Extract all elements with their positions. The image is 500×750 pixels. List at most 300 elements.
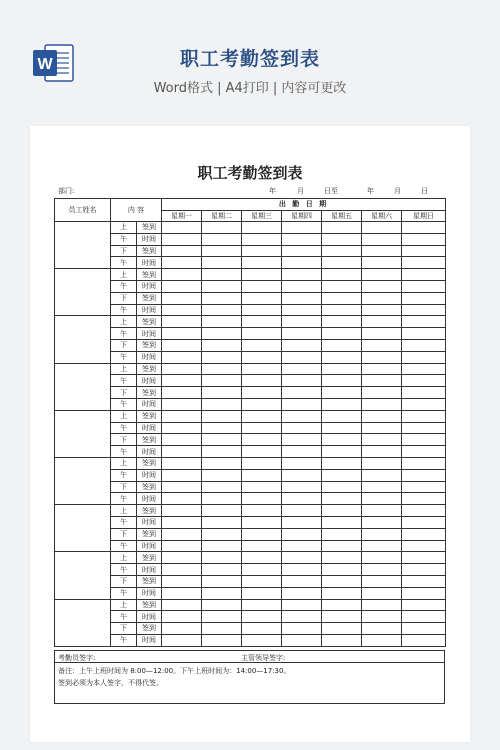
sign-cell[interactable]	[322, 233, 362, 245]
sign-cell[interactable]	[362, 269, 402, 281]
sign-cell[interactable]	[322, 611, 362, 623]
sign-cell[interactable]	[322, 375, 362, 387]
sign-cell[interactable]	[362, 316, 402, 328]
sign-cell[interactable]	[322, 245, 362, 257]
clerk-signature-label: 考勤员签字:	[58, 654, 96, 662]
sign-cell[interactable]	[402, 222, 446, 234]
note-line: 备注：上午上班时间为 8:00—12:00。下午上班时间为：14:00—17:30。	[58, 667, 291, 675]
sign-cell[interactable]	[242, 422, 282, 434]
sign-cell[interactable]	[362, 410, 402, 422]
sign-cell[interactable]	[362, 328, 402, 340]
sign-cell[interactable]	[282, 233, 322, 245]
sign-cell[interactable]	[162, 505, 202, 517]
sign-cell[interactable]	[282, 446, 322, 458]
sign-cell[interactable]	[282, 245, 322, 257]
sign-cell[interactable]	[162, 233, 202, 245]
sign-cell[interactable]	[242, 328, 282, 340]
period-label: 上	[111, 410, 137, 422]
sign-cell[interactable]	[282, 469, 322, 481]
sign-cell[interactable]	[282, 387, 322, 399]
sign-cell[interactable]	[402, 434, 446, 446]
sign-cell[interactable]	[362, 564, 402, 576]
sign-cell[interactable]	[202, 623, 242, 635]
sign-cell[interactable]	[402, 257, 446, 269]
sign-cell[interactable]	[162, 363, 202, 375]
period-label: 下	[111, 339, 137, 351]
sign-cell[interactable]	[242, 516, 282, 528]
sign-cell[interactable]	[242, 316, 282, 328]
sign-cell[interactable]	[162, 634, 202, 646]
sign-cell[interactable]	[162, 245, 202, 257]
sign-cell[interactable]	[162, 375, 202, 387]
sign-cell[interactable]	[322, 599, 362, 611]
sign-cell[interactable]	[202, 233, 242, 245]
employee-name-cell[interactable]	[55, 599, 111, 646]
sign-cell[interactable]	[242, 434, 282, 446]
sign-cell[interactable]	[282, 493, 322, 505]
sign-cell[interactable]	[202, 599, 242, 611]
sign-cell[interactable]	[322, 469, 362, 481]
sign-cell[interactable]	[282, 304, 322, 316]
sign-cell[interactable]	[282, 339, 322, 351]
table-row	[55, 363, 446, 375]
sign-cell[interactable]	[402, 351, 446, 363]
sign-cell[interactable]	[362, 552, 402, 564]
sign-cell[interactable]	[202, 505, 242, 517]
sign-cell[interactable]	[202, 328, 242, 340]
sign-cell[interactable]	[402, 481, 446, 493]
sign-cell[interactable]	[362, 516, 402, 528]
sign-cell[interactable]	[202, 575, 242, 587]
sign-cell[interactable]	[202, 434, 242, 446]
sign-cell[interactable]	[402, 552, 446, 564]
sign-cell[interactable]	[162, 304, 202, 316]
sign-cell[interactable]	[202, 410, 242, 422]
sign-cell[interactable]	[402, 446, 446, 458]
sign-cell[interactable]	[402, 233, 446, 245]
sign-cell[interactable]	[242, 481, 282, 493]
sign-cell[interactable]	[202, 516, 242, 528]
sign-cell[interactable]	[282, 292, 322, 304]
sign-cell[interactable]	[162, 599, 202, 611]
sign-cell[interactable]	[242, 375, 282, 387]
sign-cell[interactable]	[282, 410, 322, 422]
sign-cell[interactable]	[402, 516, 446, 528]
sign-cell[interactable]	[322, 516, 362, 528]
table-row	[55, 280, 446, 292]
period-label: 下	[111, 387, 137, 399]
sign-cell[interactable]	[362, 222, 402, 234]
sign-cell[interactable]	[282, 222, 322, 234]
sign-cell[interactable]	[162, 540, 202, 552]
sign-cell[interactable]	[322, 505, 362, 517]
period-label: 午	[111, 280, 137, 292]
sign-cell[interactable]	[162, 398, 202, 410]
sign-cell[interactable]	[362, 304, 402, 316]
period-label: 上	[111, 552, 137, 564]
sign-cell[interactable]	[282, 422, 322, 434]
employee-name-cell[interactable]	[55, 222, 111, 269]
sign-cell[interactable]	[322, 387, 362, 399]
sign-cell[interactable]	[162, 257, 202, 269]
sign-cell[interactable]	[242, 611, 282, 623]
sign-cell[interactable]	[322, 481, 362, 493]
period-label: 下	[111, 575, 137, 587]
sign-cell[interactable]	[402, 422, 446, 434]
sign-cell[interactable]	[162, 387, 202, 399]
sign-cell[interactable]	[242, 599, 282, 611]
sign-cell[interactable]	[162, 339, 202, 351]
sign-cell[interactable]	[322, 540, 362, 552]
sign-cell[interactable]	[322, 587, 362, 599]
sign-cell[interactable]	[402, 316, 446, 328]
sign-cell[interactable]	[242, 575, 282, 587]
sign-cell[interactable]	[242, 280, 282, 292]
sign-cell[interactable]	[402, 269, 446, 281]
employee-name-cell[interactable]	[55, 269, 111, 316]
sign-cell[interactable]	[162, 410, 202, 422]
sign-cell[interactable]	[322, 623, 362, 635]
sign-cell[interactable]	[322, 575, 362, 587]
table-row	[55, 245, 446, 257]
sign-cell[interactable]	[242, 493, 282, 505]
employee-name-cell[interactable]	[55, 410, 111, 457]
sign-cell[interactable]	[202, 469, 242, 481]
sign-cell[interactable]	[242, 540, 282, 552]
sign-cell[interactable]	[402, 505, 446, 517]
table-row	[55, 387, 446, 399]
sign-cell[interactable]	[362, 387, 402, 399]
sign-cell[interactable]	[322, 493, 362, 505]
sign-cell[interactable]	[202, 339, 242, 351]
sign-cell[interactable]	[402, 493, 446, 505]
sign-cell[interactable]	[402, 623, 446, 635]
sign-cell[interactable]	[162, 446, 202, 458]
sign-cell[interactable]	[202, 280, 242, 292]
sign-cell[interactable]	[242, 457, 282, 469]
sign-cell[interactable]	[402, 587, 446, 599]
sign-cell[interactable]	[202, 398, 242, 410]
sign-cell[interactable]	[402, 575, 446, 587]
employee-name-cell[interactable]	[55, 316, 111, 363]
sign-cell[interactable]	[362, 292, 402, 304]
sign-cell[interactable]	[202, 245, 242, 257]
period-label: 午	[111, 611, 137, 623]
sign-cell[interactable]	[362, 422, 402, 434]
employee-name-cell[interactable]	[55, 457, 111, 504]
sign-cell[interactable]	[362, 634, 402, 646]
sign-cell[interactable]	[202, 351, 242, 363]
sign-cell[interactable]	[362, 457, 402, 469]
sign-cell[interactable]	[402, 339, 446, 351]
sign-cell[interactable]	[322, 292, 362, 304]
sign-cell[interactable]	[322, 257, 362, 269]
employee-name-cell[interactable]	[55, 363, 111, 410]
sign-cell[interactable]	[322, 222, 362, 234]
sign-cell[interactable]	[202, 269, 242, 281]
sign-cell[interactable]	[362, 339, 402, 351]
sign-cell[interactable]	[162, 575, 202, 587]
action-label: 签到	[137, 575, 162, 587]
sign-cell[interactable]	[242, 410, 282, 422]
sign-cell[interactable]	[322, 457, 362, 469]
sign-cell[interactable]	[282, 634, 322, 646]
sign-cell[interactable]	[362, 446, 402, 458]
sign-cell[interactable]	[202, 316, 242, 328]
sign-cell[interactable]	[282, 528, 322, 540]
sign-cell[interactable]	[362, 469, 402, 481]
table-row	[55, 434, 446, 446]
sign-cell[interactable]	[322, 634, 362, 646]
sign-cell[interactable]	[362, 481, 402, 493]
action-label: 时间	[137, 587, 162, 599]
sign-cell[interactable]	[402, 564, 446, 576]
sign-cell[interactable]	[162, 422, 202, 434]
period-label: 下	[111, 623, 137, 635]
sign-cell[interactable]	[322, 280, 362, 292]
sign-cell[interactable]	[242, 387, 282, 399]
sign-cell[interactable]	[402, 528, 446, 540]
sign-cell[interactable]	[242, 257, 282, 269]
sign-cell[interactable]	[282, 516, 322, 528]
sign-cell[interactable]	[162, 587, 202, 599]
sign-cell[interactable]	[322, 528, 362, 540]
sign-cell[interactable]	[402, 611, 446, 623]
sign-cell[interactable]	[162, 280, 202, 292]
sign-cell[interactable]	[402, 387, 446, 399]
sign-cell[interactable]	[162, 328, 202, 340]
sign-cell[interactable]	[242, 351, 282, 363]
sign-cell[interactable]	[162, 222, 202, 234]
sign-cell[interactable]	[162, 493, 202, 505]
sign-cell[interactable]	[202, 611, 242, 623]
sign-cell[interactable]	[362, 528, 402, 540]
sign-cell[interactable]	[322, 552, 362, 564]
table-row	[55, 292, 446, 304]
sign-cell[interactable]	[402, 304, 446, 316]
sign-cell[interactable]	[242, 292, 282, 304]
sign-cell[interactable]	[282, 316, 322, 328]
date-month-2: 月	[394, 187, 401, 195]
action-label: 时间	[137, 446, 162, 458]
sign-cell[interactable]	[282, 363, 322, 375]
sign-cell[interactable]	[322, 339, 362, 351]
date-day-2: 日	[421, 187, 428, 195]
sign-cell[interactable]	[242, 634, 282, 646]
sign-cell[interactable]	[202, 634, 242, 646]
sign-cell[interactable]	[242, 233, 282, 245]
sign-cell[interactable]	[282, 599, 322, 611]
sign-cell[interactable]	[242, 623, 282, 635]
sign-cell[interactable]	[242, 505, 282, 517]
sign-cell[interactable]	[202, 292, 242, 304]
sign-cell[interactable]	[282, 375, 322, 387]
sign-cell[interactable]	[242, 269, 282, 281]
sign-cell[interactable]	[322, 363, 362, 375]
sign-cell[interactable]	[282, 552, 322, 564]
action-label: 签到	[137, 269, 162, 281]
date-year-2: 年	[367, 187, 374, 195]
sign-cell[interactable]	[162, 469, 202, 481]
sign-cell[interactable]	[282, 564, 322, 576]
sign-cell[interactable]	[162, 611, 202, 623]
sign-cell[interactable]	[242, 222, 282, 234]
sign-cell[interactable]	[242, 552, 282, 564]
sign-cell[interactable]	[322, 410, 362, 422]
sign-cell[interactable]	[402, 363, 446, 375]
sign-cell[interactable]	[402, 328, 446, 340]
action-label: 签到	[137, 552, 162, 564]
action-label: 时间	[137, 540, 162, 552]
sign-cell[interactable]	[282, 505, 322, 517]
sign-cell[interactable]	[242, 245, 282, 257]
sign-cell[interactable]	[322, 398, 362, 410]
sign-cell[interactable]	[242, 446, 282, 458]
sign-cell[interactable]	[162, 269, 202, 281]
employee-name-cell[interactable]	[55, 552, 111, 599]
sign-cell[interactable]	[162, 623, 202, 635]
sign-cell[interactable]	[402, 410, 446, 422]
sign-cell[interactable]	[322, 422, 362, 434]
sign-cell[interactable]	[202, 257, 242, 269]
sign-cell[interactable]	[162, 351, 202, 363]
sign-cell[interactable]	[322, 269, 362, 281]
sign-cell[interactable]	[282, 351, 322, 363]
period-label: 午	[111, 422, 137, 434]
sign-cell[interactable]	[202, 493, 242, 505]
table-row	[55, 269, 446, 281]
sign-cell[interactable]	[402, 398, 446, 410]
sign-cell[interactable]	[202, 387, 242, 399]
sign-cell[interactable]	[362, 505, 402, 517]
sign-cell[interactable]	[282, 623, 322, 635]
action-label: 签到	[137, 387, 162, 399]
table-row	[55, 469, 446, 481]
sign-cell[interactable]	[282, 280, 322, 292]
sign-cell[interactable]	[402, 634, 446, 646]
sign-cell[interactable]	[202, 481, 242, 493]
sign-cell[interactable]	[282, 457, 322, 469]
sign-cell[interactable]	[162, 316, 202, 328]
sign-cell[interactable]	[362, 351, 402, 363]
sign-cell[interactable]	[362, 363, 402, 375]
sign-cell[interactable]	[202, 540, 242, 552]
sign-cell[interactable]	[162, 434, 202, 446]
sign-cell[interactable]	[362, 599, 402, 611]
table-row	[55, 481, 446, 493]
sign-cell[interactable]	[202, 446, 242, 458]
sign-cell[interactable]	[282, 481, 322, 493]
sign-cell[interactable]	[242, 564, 282, 576]
sign-cell[interactable]	[202, 363, 242, 375]
sign-cell[interactable]	[322, 304, 362, 316]
sign-cell[interactable]	[202, 564, 242, 576]
sign-cell[interactable]	[362, 398, 402, 410]
sign-cell[interactable]	[362, 233, 402, 245]
sign-cell[interactable]	[282, 611, 322, 623]
sign-cell[interactable]	[202, 222, 242, 234]
sign-cell[interactable]	[402, 457, 446, 469]
period-label: 午	[111, 446, 137, 458]
period-label: 上	[111, 269, 137, 281]
sign-cell[interactable]	[162, 564, 202, 576]
sign-cell[interactable]	[322, 351, 362, 363]
sign-cell[interactable]	[202, 375, 242, 387]
sign-cell[interactable]	[362, 623, 402, 635]
sign-cell[interactable]	[242, 587, 282, 599]
sign-cell[interactable]	[162, 528, 202, 540]
period-label: 下	[111, 528, 137, 540]
sign-cell[interactable]	[202, 528, 242, 540]
notes-box	[54, 663, 445, 704]
employee-name-cell[interactable]	[55, 505, 111, 552]
sign-cell[interactable]	[402, 540, 446, 552]
sign-cell[interactable]	[282, 328, 322, 340]
sign-cell[interactable]	[402, 280, 446, 292]
sign-cell[interactable]	[362, 575, 402, 587]
sign-cell[interactable]	[322, 564, 362, 576]
sign-cell[interactable]	[202, 457, 242, 469]
sign-cell[interactable]	[242, 304, 282, 316]
sign-cell[interactable]	[402, 375, 446, 387]
sign-cell[interactable]	[242, 398, 282, 410]
sign-cell[interactable]	[362, 611, 402, 623]
sign-cell[interactable]	[242, 339, 282, 351]
sign-cell[interactable]	[402, 469, 446, 481]
sign-cell[interactable]	[282, 398, 322, 410]
period-label: 上	[111, 457, 137, 469]
sign-cell[interactable]	[282, 257, 322, 269]
sign-cell[interactable]	[282, 269, 322, 281]
sign-cell[interactable]	[202, 552, 242, 564]
sign-cell[interactable]	[402, 245, 446, 257]
sign-cell[interactable]	[322, 316, 362, 328]
sign-cell[interactable]	[162, 292, 202, 304]
sign-cell[interactable]	[242, 528, 282, 540]
sign-cell[interactable]	[282, 434, 322, 446]
sign-cell[interactable]	[202, 587, 242, 599]
sign-cell[interactable]	[402, 292, 446, 304]
supervisor-signature-label: 主管领导签字:	[241, 654, 286, 662]
sign-cell[interactable]	[242, 469, 282, 481]
sign-cell[interactable]	[242, 363, 282, 375]
sign-cell[interactable]	[282, 540, 322, 552]
action-label: 时间	[137, 634, 162, 646]
sign-cell[interactable]	[162, 457, 202, 469]
sign-cell[interactable]	[322, 328, 362, 340]
sign-cell[interactable]	[362, 587, 402, 599]
sign-cell[interactable]	[322, 434, 362, 446]
sign-cell[interactable]	[362, 257, 402, 269]
sign-cell[interactable]	[162, 552, 202, 564]
sign-cell[interactable]	[362, 375, 402, 387]
sign-cell[interactable]	[202, 422, 242, 434]
action-label: 时间	[137, 328, 162, 340]
sign-cell[interactable]	[162, 516, 202, 528]
sign-cell[interactable]	[282, 587, 322, 599]
sign-cell[interactable]	[362, 245, 402, 257]
sign-cell[interactable]	[362, 540, 402, 552]
sign-cell[interactable]	[402, 599, 446, 611]
sign-cell[interactable]	[162, 481, 202, 493]
sign-cell[interactable]	[362, 493, 402, 505]
sign-cell[interactable]	[202, 304, 242, 316]
sign-cell[interactable]	[362, 434, 402, 446]
sign-cell[interactable]	[322, 446, 362, 458]
sign-cell[interactable]	[282, 575, 322, 587]
action-label: 签到	[137, 316, 162, 328]
sign-cell[interactable]	[362, 280, 402, 292]
